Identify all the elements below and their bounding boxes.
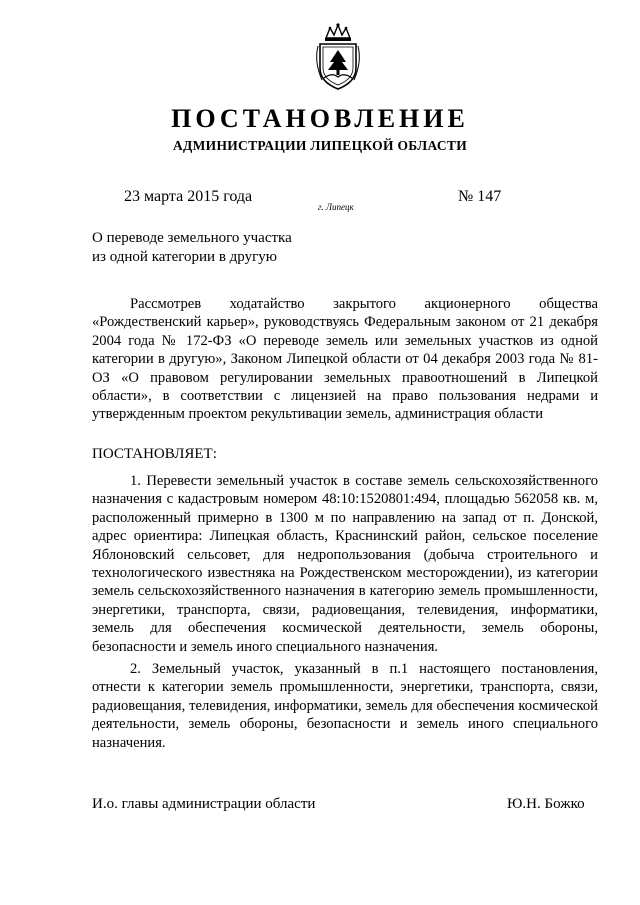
- decree-item-1: 1. Перевести земельный участок в составе земель сельскохозяйственного назначения с кадастровым номером 48:10:1520801:494, площадью 562058 кв. м, расположенный примерно в 1300 м по направлению на запад от п. Донской, адрес ориентира: Липецкая область, Краснинский район, сельское поселение Яблоновский сельсовет, для недропользования (добыча строительного и технологического известняка на Рождественском месторождении), из категории земель сельскохозяйственного назначения в категорию земель промышленности, энергетики, транспорта, связи, радиовещания, телевидения, информатики, земель для обеспечения космической деятельности, земель обороны, безопасности и земель иного специального назначения.: [92, 473, 598, 655]
- subject-line: из одной категории в другую: [92, 249, 277, 265]
- item-1-section: [92, 472, 598, 656]
- document-title: ПОСТАНОВЛЕНИЕ: [171, 104, 469, 133]
- document-subject: [92, 229, 292, 267]
- document-place: г. Липецк: [318, 202, 354, 212]
- decree-section: [92, 445, 598, 463]
- decree-item-2: 2. Земельный участок, указанный в п.1 настоящего постановления, отнести к категории земель промышленности, энергетики, транспорта, связи, радиовещания, телевидения, информатики, земель для обеспечения космической деятельности, земель обороны, безопасности и земель иного специального назначения.: [92, 661, 598, 751]
- document-number: № 147: [458, 188, 502, 205]
- coat-of-arms-icon: [312, 22, 364, 92]
- subject-line: О переводе земельного участка: [92, 230, 292, 246]
- decree-word: ПОСТАНОВЛЯЕТ:: [92, 446, 217, 462]
- signatory-position: И.о. главы администрации области: [92, 796, 316, 812]
- signatory-name: Ю.Н. Божко: [507, 796, 585, 812]
- preamble-section: [92, 295, 598, 424]
- document-date: 23 марта 2015 года: [124, 188, 253, 205]
- preamble-paragraph: Рассмотрев ходатайство закрытого акционерного общества «Рождественский карьер», руководствуясь Федеральным законом от 21 декабря 2004 года № 172-ФЗ «О переводе земель или земельных участков из одной категории в другую», Законом Липецкой области от 04 декабря 2003 года № 81-ОЗ «О правовом регулировании земельных правоотношений в Липецкой области», в соответствии с лицензией на право пользования недрами и утвержденным проектом рекультивации земель, администрация области: [92, 296, 598, 423]
- issuing-authority: АДМИНИСТРАЦИИ ЛИПЕЦКОЙ ОБЛАСТИ: [172, 138, 468, 153]
- item-2-section: [92, 660, 598, 752]
